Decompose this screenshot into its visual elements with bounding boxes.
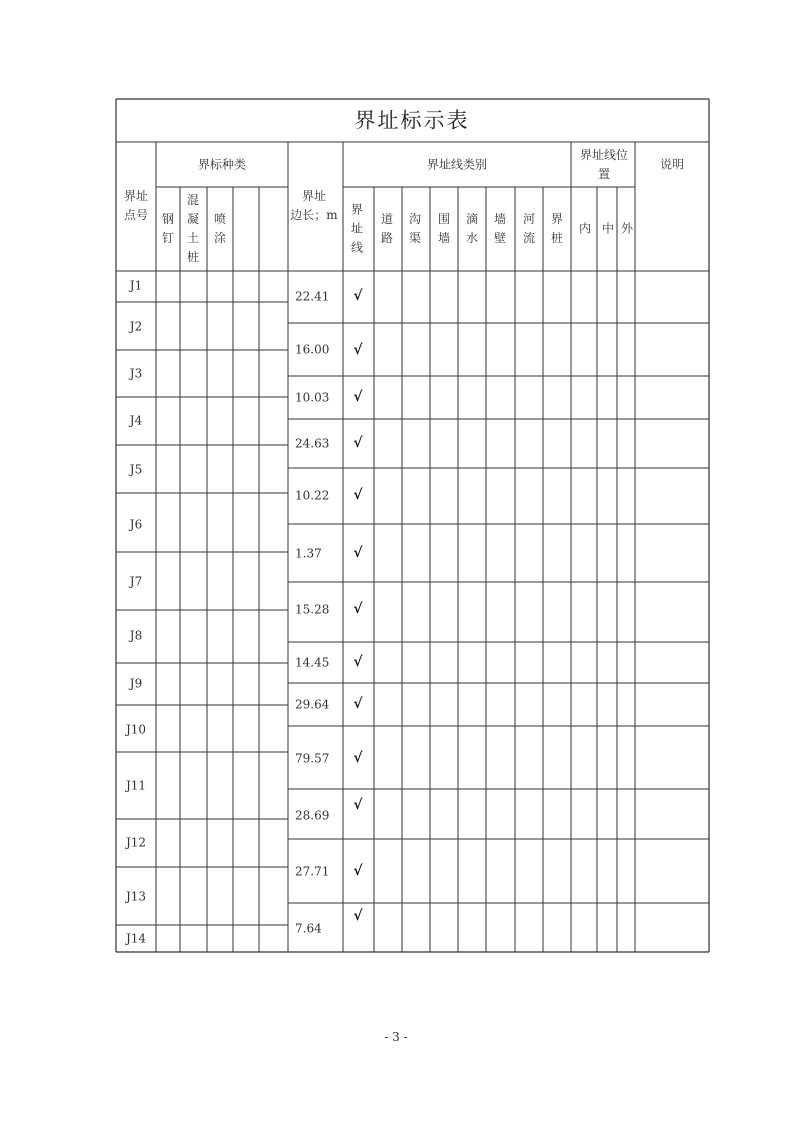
edge-length-value: 10.03 — [295, 390, 330, 405]
edge-length-value: 27.71 — [295, 864, 330, 879]
header-line-type: 界址线类别 — [426, 157, 488, 172]
boundary-line-check: √ — [353, 288, 363, 304]
point-label: J7 — [129, 574, 143, 589]
point-label: J14 — [125, 931, 147, 946]
edge-length-value: 79.57 — [295, 751, 330, 766]
boundary-line-check: √ — [353, 389, 363, 405]
header-line-pile: 界 桩 — [550, 212, 564, 245]
edge-length-value: 24.63 — [295, 436, 330, 451]
header-point-no: 界址 点号 — [123, 189, 149, 222]
header-marker-type: 界标种类 — [197, 157, 247, 172]
edge-length-value: 16.00 — [295, 342, 330, 357]
point-label: J10 — [125, 722, 147, 737]
edge-length-value: 14.45 — [295, 655, 330, 670]
point-label: J9 — [129, 676, 143, 691]
point-label: J2 — [129, 319, 143, 334]
boundary-line-check: √ — [353, 487, 363, 503]
header-marker-concrete-pile: 混 凝 土 桩 — [186, 193, 200, 264]
boundary-line-check: √ — [353, 601, 363, 617]
table-title: 界址标示表 — [354, 108, 470, 133]
boundary-line-check: √ — [353, 908, 363, 924]
header-line-river: 河 流 — [522, 212, 536, 245]
header-line-drip: 滴 水 — [465, 212, 479, 245]
point-label: J3 — [129, 366, 143, 381]
point-label: J13 — [125, 889, 147, 904]
boundary-line-check: √ — [353, 654, 363, 670]
header-line-wall: 墙 壁 — [493, 212, 507, 245]
point-label: J12 — [125, 835, 147, 850]
header-marker-spray: 喷 涂 — [213, 212, 227, 245]
boundary-line-check: √ — [353, 696, 363, 712]
header-line-road: 道 路 — [380, 212, 394, 245]
point-label: J1 — [129, 278, 143, 293]
point-label: J8 — [129, 628, 143, 643]
boundary-line-check: √ — [353, 750, 363, 766]
edge-length-value: 7.64 — [295, 921, 322, 936]
edge-length-value: 15.28 — [295, 602, 330, 617]
header-line-ditch: 沟 渠 — [408, 212, 422, 245]
edge-length-value: 1.37 — [295, 546, 322, 561]
edge-length-value: 22.41 — [295, 289, 330, 304]
header-position-middle: 中 — [601, 221, 615, 236]
edge-length-value: 29.64 — [295, 697, 330, 712]
point-label: J5 — [129, 462, 143, 477]
header-line-fence: 围 墙 — [437, 212, 451, 245]
header-position-outer: 外 — [620, 221, 634, 236]
header-edge-length: 界址 边长；m — [290, 189, 338, 222]
boundary-line-check: √ — [353, 435, 363, 451]
edge-length-value: 10.22 — [295, 488, 330, 503]
point-label: J6 — [129, 517, 143, 532]
boundary-line-check: √ — [353, 545, 363, 561]
header-remark: 说明 — [659, 157, 685, 172]
boundary-line-check: √ — [353, 342, 363, 358]
header-line-boundary: 界 址 线 — [350, 202, 364, 255]
header-position-inner: 内 — [578, 221, 592, 236]
point-label: J11 — [125, 778, 147, 793]
page-number: - 3 - — [384, 1030, 408, 1044]
boundary-line-check: √ — [353, 863, 363, 879]
edge-length-value: 28.69 — [295, 808, 330, 823]
header-position: 界址线位 置 — [579, 148, 629, 181]
header-marker-steel-nail: 钢 钉 — [161, 212, 175, 245]
point-label: J4 — [129, 413, 143, 428]
boundary-line-check: √ — [353, 797, 363, 813]
